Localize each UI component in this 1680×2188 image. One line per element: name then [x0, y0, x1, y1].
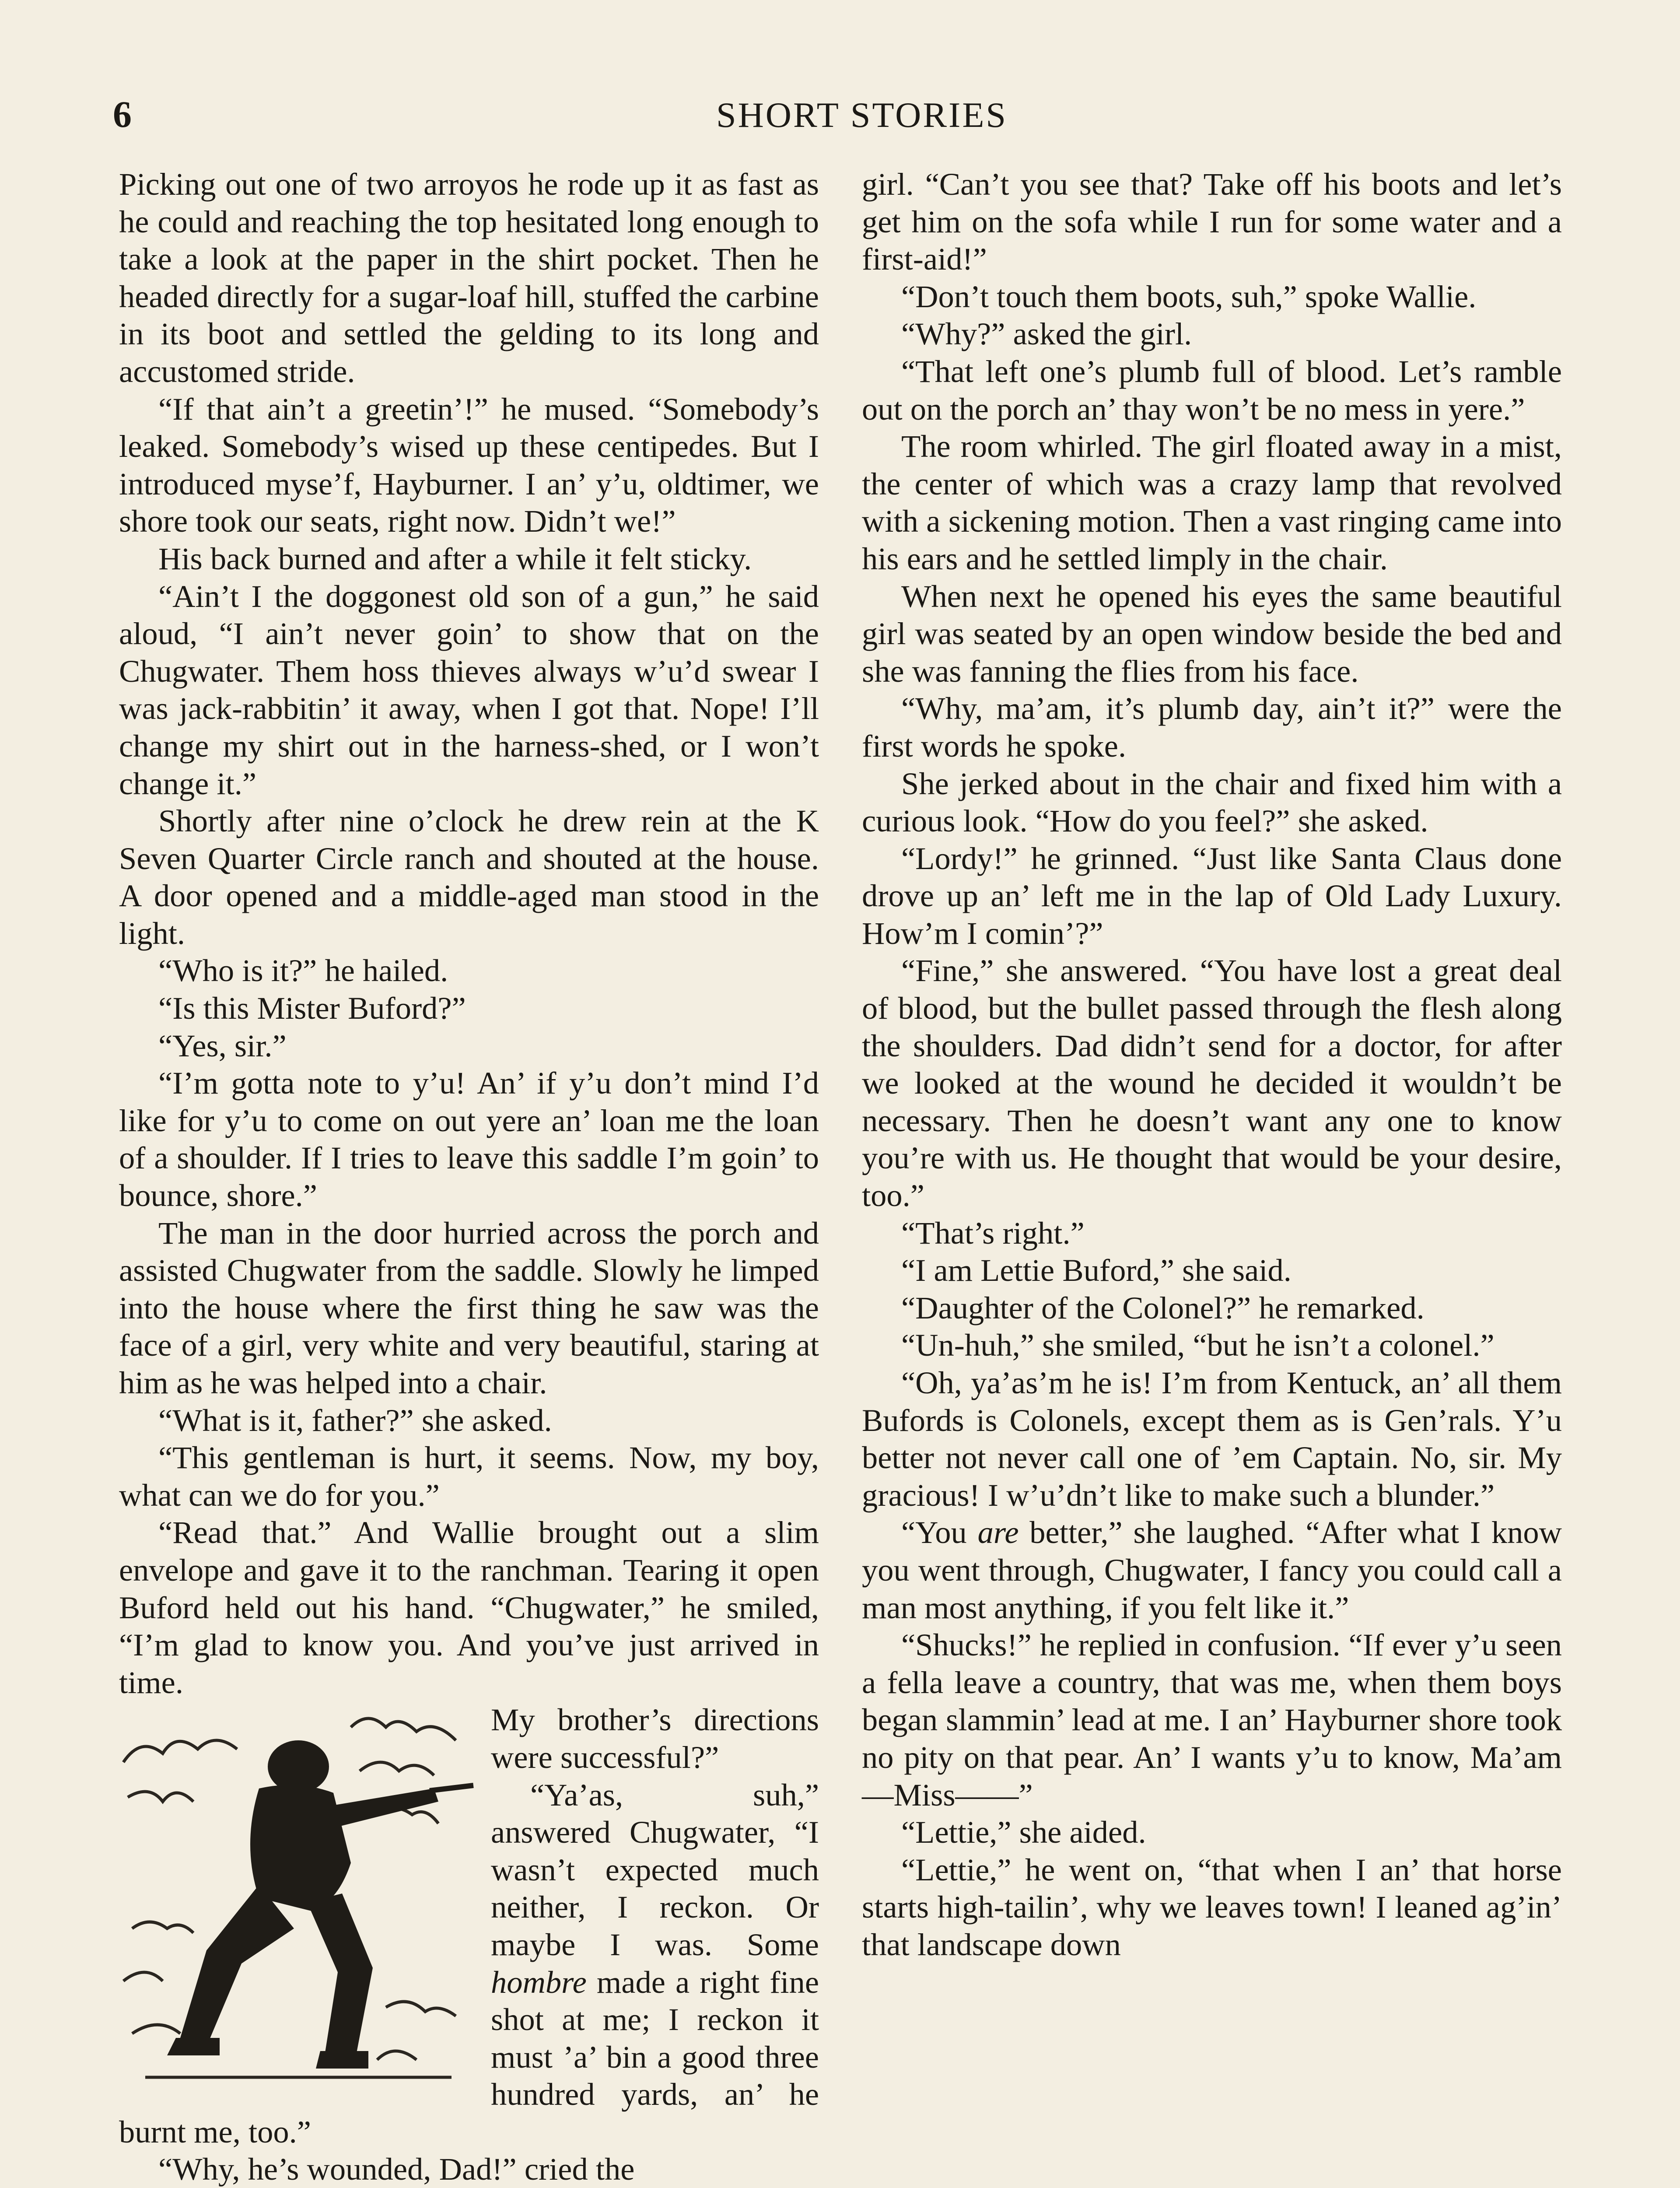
paragraph: “That’s right.”	[901, 1215, 1085, 1251]
paragraph: “Un-huh,” she smiled, “but he isn’t a colonel.”	[901, 1327, 1494, 1363]
paragraph: “This gentleman is hurt, it seems. Now, my boy, what can we do for you.”	[119, 1440, 819, 1513]
left-column	[119, 165, 819, 2188]
paragraph: “Daughter of the Colonel?” he remarked.	[901, 1290, 1424, 1325]
paragraph: “Don’t touch them boots, suh,” spoke Wallie.	[901, 278, 1477, 314]
right-column	[862, 165, 1562, 2188]
italic-word: hombre	[491, 1964, 587, 2000]
paragraph: The man in the door hurried across the porch and assisted Chugwater from the saddle. Slowly he limped into the house where the first thing he saw was the face of a girl, very white and very beautiful, staring at him as he was helped into a chair.	[119, 1215, 819, 1400]
paragraph: “Shucks!” he replied in confusion. “If ever y’u seen a fella leave a country, that was me, when them boys began slammin’ lead at me. I an’ Hayburner shore took no pity on that pear. An’ I wants y’u to know, Ma’am—Miss——”	[862, 1627, 1562, 1813]
text-span: better,” she laughed. “After what I know you went through, Chugwater, I fancy you could call a man most anything, if you felt like it.”	[862, 1515, 1562, 1625]
paragraph: She jerked about in the chair and fixed him with a curious look. “How do you feel?” she asked.	[862, 765, 1562, 839]
text-span: “You	[901, 1515, 967, 1550]
paragraph: “Why, he’s wounded, Dad!” cried the	[158, 2151, 635, 2187]
text-span: made a right fine shot at me; I reckon it must ’a’ bin a good three hundred yards, an’ he burnt me, too.”	[119, 1964, 819, 2149]
paragraph: “I’m gotta note to y’u! An’ if y’u don’t mind I’d like for y’u to come on out yere an’ loan me the loan of a shoulder. If I tries to leave this saddle I’m goin’ to bounce, shore.”	[119, 1065, 819, 1213]
paragraph: “Why, ma’am, it’s plumb day, ain’t it?” were the first words he spoke.	[862, 691, 1562, 764]
paragraph: “I am Lettie Buford,” she said.	[901, 1252, 1292, 1288]
paragraph: “Oh, ya’as’m he is! I’m from Kentuck, an’ all them Bufords is Colonels, except them as is Gen’rals. Y’u better not never call one of ’em Captain. No, sir. My gracious! I w’u’dn’t like to make such a blunder.”	[862, 1365, 1562, 1513]
paragraph: His back burned and after a while it felt sticky.	[158, 540, 752, 576]
paragraph: “Is this Mister Buford?”	[158, 990, 466, 1026]
text-span: “Ya’as, suh,” answered Chugwater, “I wasn’t expected much neither, I reckon. Or maybe I was. Some	[491, 1777, 819, 1962]
rifleman-icon	[115, 1701, 478, 2095]
paragraph: “Read that.” And Wallie brought out a slim envelope and gave it to the ranchman. Tearing it open Buford held out his hand. “Chugwater,” he smiled, “I’m glad to know you. And you’ve just arrived in time.	[119, 1515, 819, 1700]
paragraph: Shortly after nine o’clock he drew rein at the K Seven Quarter Circle ranch and shouted at the house. A door opened and a middle-aged man stood in the light.	[119, 803, 819, 951]
paragraph: “If that ain’t a greetin’!” he mused. “Somebody’s leaked. Somebody’s wised up these centipedes. But I introduced myse’f, Hayburner. I an’ y’u, oldtimer, we shore took our seats, right now. Didn’t we!”	[119, 391, 819, 539]
paragraph: “What is it, father?” she asked.	[158, 1402, 552, 1438]
paragraph: “That left one’s plumb full of blood. Let’s ramble out on the porch an’ thay won’t be no mess in yere.”	[862, 353, 1562, 427]
paragraph: girl. “Can’t you see that? Take off his boots and let’s get him on the sofa while I run for some water and a first-aid!”	[862, 166, 1562, 277]
page-number: 6	[113, 93, 132, 135]
paragraph: The room whirled. The girl floated away in a mist, the center of which was a crazy lamp that revolved with a sickening motion. Then a vast ringing came into his ears and he settled limply in the chair.	[862, 428, 1562, 576]
paragraph	[862, 1514, 1562, 1626]
paragraph: “Yes, sir.”	[158, 1027, 287, 1063]
paragraph: “Ain’t I the doggonest old son of a gun,” he said aloud, “I ain’t never goin’ to show that on the Chugwater. Them hoss thieves always w’u’d swear I was jack-rabbitin’ it away, when I got that. Nope! I’ll change my shirt out in the harness-shed, or I won’t change it.”	[119, 578, 819, 801]
running-head-title: SHORT STORIES	[716, 95, 1008, 135]
rifleman-kneeling-illustration	[115, 1701, 478, 2095]
paragraph: “Lordy!” he grinned. “Just like Santa Claus done drove up an’ left me in the lap of Old Lady Luxury. How’m I comin’?”	[862, 840, 1562, 951]
paragraph: Picking out one of two arroyos he rode up it as fast as he could and reaching the top hesitated long enough to take a look at the paper in the shirt pocket. Then he headed directly for a sugar-loaf hill, stuffed the carbine in its boot and settled the gelding to its long and accustomed stride.	[119, 166, 819, 389]
paragraph: “Fine,” she answered. “You have lost a great deal of blood, but the bullet passed through the flesh along the shoulders. Dad didn’t send for a doctor, for after we looked at the wound he decided it wouldn’t be necessary. Then he doesn’t want any one to know you’re with us. He thought that would be your desire, too.”	[862, 953, 1562, 1213]
paragraph: When next he opened his eyes the same beautiful girl was seated by an open window beside the bed and she was fanning the flies from his face.	[862, 578, 1562, 689]
paragraph: “Who is it?” he hailed.	[158, 953, 448, 989]
paragraph: “Why?” asked the girl.	[901, 316, 1192, 352]
italic-word: are	[977, 1515, 1019, 1550]
paragraph: My brother’s directions were successful?”	[491, 1702, 819, 1775]
paragraph: “Lettie,” he went on, “that when I an’ that horse starts high-tailin’, why we leaves town! I leaned ag’in’ that landscape down	[862, 1851, 1562, 1962]
paragraph: “Lettie,” she aided.	[901, 1814, 1146, 1850]
